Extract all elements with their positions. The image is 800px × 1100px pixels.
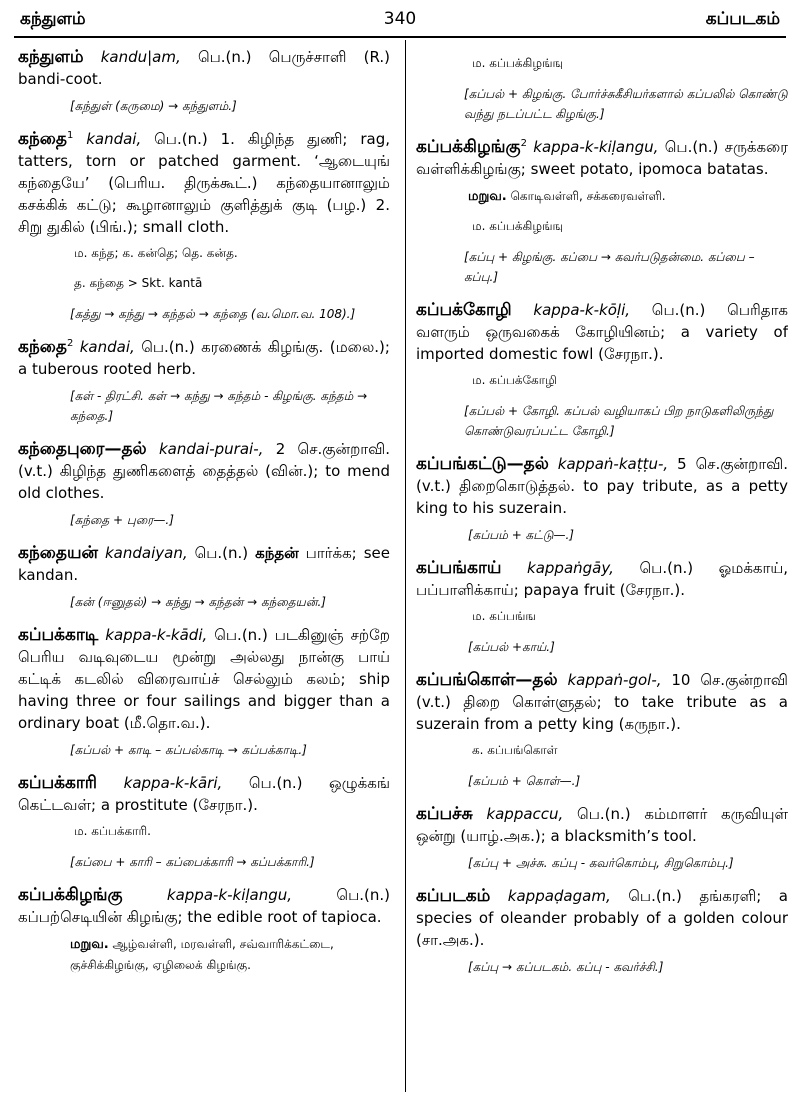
definition: பெ.(n.) சருக்கரை வள்ளிக்கிழங்கு; sweet potato, ipomoca batatas. [416,138,788,178]
transliteration: kandai, [79,338,135,356]
headword: கப்பங்கொள்—தல் [416,670,558,690]
etymology: [கப்பல் + காடி – கப்பல்காடி → கப்பக்காடி.] [70,743,307,757]
headword: கந்துளம் [18,47,84,67]
cross-reference: கந்தன் [255,544,299,562]
headword: கப்பக்காரி [18,773,98,793]
definition: 5 செ.குன்றாவி. (v.t.) திறைகொடுத்தல். to pay tribute, as a petty king to his suzerain. [416,455,788,517]
homonym-number: 2 [66,338,74,349]
transliteration: kappaccu, [486,805,564,823]
dictionary-entry [416,299,788,365]
cognates: ம. கப்பக்காரி. [74,824,151,838]
cognates: ம. கப்பங்ங [472,609,536,623]
transliteration: kandu|am, [100,48,181,66]
etymology: [கப்பம் + கட்டு—.] [468,528,574,542]
headword: கப்பக்கிழங்கு [416,137,521,157]
definition: 2 செ.குன்றாவி.(v.t.) கிழிந்த துணிகளைத் தைத்தல் (வின்.); to mend old clothes. [18,440,390,502]
definition: 10 செ.குன்றாவி (v.t.) திறை கொள்ளுதல்; to take tribute as a suzerain from a petty king (கருநா.). [416,671,788,733]
definition: பெ.(n.) ஓமக்காய், பப்பாளிக்காய்; papaya fruit (சேரநா.). [416,559,788,599]
column-divider [405,40,406,1092]
transliteration: kappaṅgāy, [527,559,614,577]
dictionary-entry [416,885,788,951]
definition: பெ.(n.) ஒழுக்கங் கெட்டவள்; a prostitute (சேரநா.). [18,774,390,814]
homonym-number: 2 [520,138,527,149]
etymology: [கப்பு → கப்படகம். கப்பு - கவர்ச்சி.] [468,960,664,974]
etymology: [கன் (ஈனுதல்) → கந்து → கந்தன் → கந்தையன்.] [70,595,326,609]
cognates: ம. கப்பக்கோழி [472,373,557,387]
dictionary-entry [416,453,788,519]
dictionary-entry [18,438,390,504]
transliteration: kappaṅ-kaṭṭu-, [557,455,669,473]
dictionary-entry [18,772,390,816]
header-first-word: கந்துளம் [20,9,86,29]
definition: பெ.(n.) கரணைக் கிழங்கு. (மலை.); a tuberous rooted herb. [18,338,390,378]
headword: கப்பங்காய் [416,558,502,578]
headword: கந்தையன் [18,543,99,563]
dictionary-entry [416,803,788,847]
right-column [416,46,788,1094]
headword: கந்தைபுரை—தல் [18,439,147,459]
synonym-list: கொடிவள்ளி, சக்கரைவள்ளி. [510,189,666,203]
definition: பெ.(n.) தங்கரளி; a species of oleander probably of a golden colour (சா.அக.). [416,887,788,949]
definition: பெ.(n.) படகினுஞ் சற்றே பெரிய வடிவுடைய மூன்று அல்லது நான்கு பாய் கட்டிக் கடலில் விரைவாய்ச் செல்லும் கலம்; ship having three or four sailings and bigger than a ordinary boat (மீ.தொ.வ.). [18,626,390,732]
definition: பெ.(n.) கம்மாளர் கருவியுள் ஒன்று (யாழ்.அக.); a blacksmith’s tool. [416,805,788,845]
definition-cont: பார்க்க; see kandan. [18,544,390,584]
synonyms [70,934,390,975]
etymology: [கப்பு + கிழங்கு. கப்பை → கவர்படுதன்மை. கப்பை – கப்பு.] [464,250,755,284]
page-header [14,6,786,38]
dictionary-entry [416,136,788,180]
dictionary-entry [18,128,390,238]
headword: கப்பக்கோழி [416,300,512,320]
transliteration: kappa-k-kiḷangu, [166,886,293,904]
dictionary-entry [18,542,390,586]
etymology: [கப்பல் + கோழி. கப்பல் வழியாகப் பிற நாடுகளிலிருந்து கொண்டுவரப்பட்ட கோழி.] [464,404,774,438]
transliteration: kappa-k-kādi, [105,626,208,644]
homonym-number: 1 [66,130,74,141]
transliteration: kappa-k-kāri, [123,774,223,792]
etymology: [கப்பல் + கிழங்கு. போர்ச்சுகீசியர்களால் கப்பலில் கொண்டு வந்து நடப்பட்ட கிழங்கு.] [464,87,788,121]
etymology: [கத்து → கந்து → கந்தல் → கந்தை (வ.மொ.வ. 108).] [70,307,356,321]
header-last-word: கப்படகம் [705,9,780,29]
dictionary-entry [18,46,390,90]
synonym-label: மறுவ. [70,937,109,952]
etymology: [கப்பை + காரி – கப்பைக்காரி → கப்பக்காரி.] [70,855,315,869]
definition: பெ.(n.) 1. கிழிந்த துணி; rag, tatters, torn or patched garment. ‘ஆடையுங் கந்தையே’ (பெரிய. திருக்கூட்.) கந்தையானாலும் கசக்கிக் கட்டு; கூழானாலும் குளித்துக் குடி (பழ.) 2. சிறு துகில் (பிங்.); small cloth. [18,130,390,236]
headword: கந்தை [18,129,67,149]
cognates: ம. கப்பக்கிழங்ஙு [472,56,564,70]
definition: பெ.(n.) [194,544,249,562]
page-number: 340 [383,9,417,29]
definition: பெ.(n.) கப்பற்செடியின் கிழங்கு; the edible root of tapioca. [18,886,390,926]
etymology: [கந்துள் (கருமை) → கந்துளம்.] [70,99,237,113]
borrowing-note: த. கந்தை > Skt. kantā [74,276,203,290]
etymology: [கந்தை + புரை—.] [70,513,174,527]
headword: கப்பக்காடி [18,625,99,645]
synonym-label: மறுவ. [468,189,507,204]
transliteration: kappa-k-kiḷangu, [533,138,659,156]
cognates: ம. கப்பக்கிழங்ஙு [472,219,564,233]
etymology: [கப்பல் +காய்.] [468,640,555,654]
definition: பெ.(n.) பெரிதாக வளரும் ஒருவகைக் கோழியினம்; a variety of imported domestic fowl (சேரநா.). [416,301,788,363]
transliteration: kappa-k-kōḷi, [533,301,630,319]
left-column [18,46,390,1094]
dictionary-entry [18,884,390,928]
headword: கப்பக்கிழங்கு [18,885,123,905]
headword: கப்பங்கட்டு—தல் [416,454,549,474]
definition: பெ.(n.) பெருச்சாளி (R.) bandi-coot. [18,48,390,88]
etymology: [கப்பு + அச்சு. கப்பு - கவர்கொம்பு, சிறுகொம்பு.] [468,856,734,870]
transliteration: kandai-purai-, [158,440,264,458]
etymology: [கப்பம் + கொள்—.] [468,774,581,788]
dictionary-entry [416,669,788,735]
cognates: க. கப்பங்கொள் [472,743,558,757]
cognates: ம. கந்த; க. கன்தெ; தெ. கன்த. [74,246,238,260]
synonym-list: ஆழ்வள்ளி, மரவள்ளி, சவ்வாரிக்கட்டை, குச்சிக்கிழங்கு, ஏழிலைக் கிழங்கு. [70,937,334,972]
dictionary-entry [416,557,788,601]
headword: கப்பச்சு [416,804,473,824]
dictionary-entry [18,336,390,380]
transliteration: kappaṅ-gol-, [567,671,662,689]
transliteration: kappaḍagam, [507,887,611,905]
headword: கப்படகம் [416,886,491,906]
synonyms [468,186,788,207]
transliteration: kandai, [86,130,142,148]
etymology: [கள் - திரட்சி. கள் → கந்து → கந்தம் - கிழங்கு. கந்தம் → கந்தை.] [70,389,368,423]
headword: கந்தை [18,337,67,357]
dictionary-entry [18,624,390,734]
transliteration: kandaiyan, [104,544,188,562]
